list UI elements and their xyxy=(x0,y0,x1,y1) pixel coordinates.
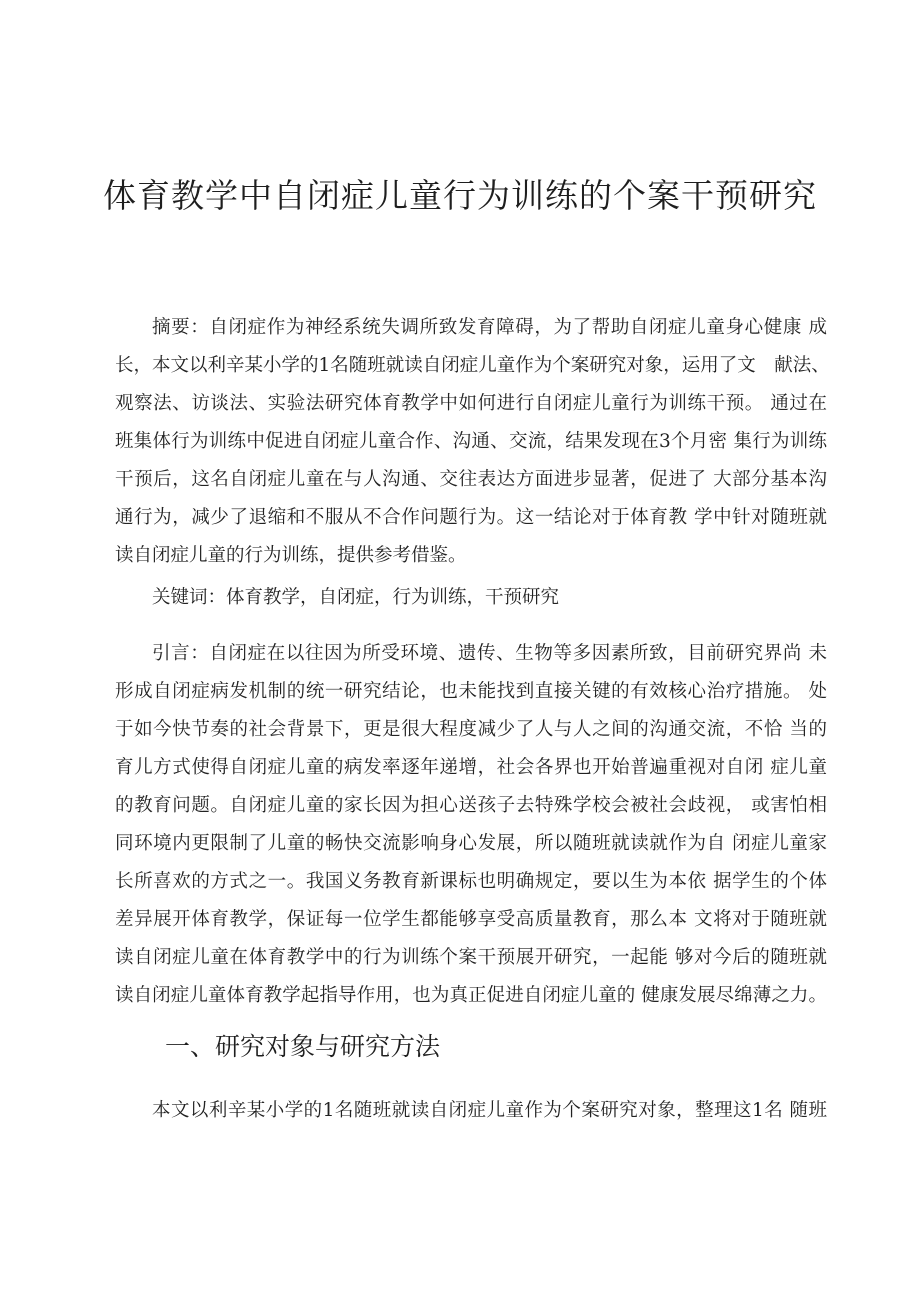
abstract-line: 摘要：自闭症作为神经系统失调所致发育障碍，为了帮助自闭症儿童身心健康 成 xyxy=(152,317,827,338)
introduction-line: 于如今快节奏的社会背景下，更是很大程度减少了人与人之间的沟通交流，不恰 当的 xyxy=(115,719,827,740)
keywords-line: 关键词：体育教学，自闭症，行为训练，干预研究 xyxy=(152,587,560,608)
abstract-line: 干预后，这名自闭症儿童在与人沟通、交往表达方面进步显著，促进了 大部分基本沟 xyxy=(115,469,827,490)
introduction-line: 读自闭症儿童在体育教学中的行为训练个案干预展开研究，一起能 够对今后的随班就 xyxy=(115,947,827,968)
introduction-line: 形成自闭症病发机制的统一研究结论，也未能找到直接关键的有效核心治疗措施。 处 xyxy=(115,681,827,702)
abstract-line: 长，本文以利辛某小学的1名随班就读自闭症儿童作为个案研究对象，运用了文 献法、 xyxy=(115,355,830,376)
section-body-line: 本文以利辛某小学的1名随班就读自闭症儿童作为个案研究对象，整理这1名 随班 xyxy=(152,1100,827,1121)
abstract-line: 通行为，减少了退缩和不服从不合作问题行为。这一结论对于体育教 学中针对随班就 xyxy=(115,507,827,528)
document-title: 体育教学中自闭症儿童行为训练的个案干预研究 xyxy=(103,176,817,215)
introduction-line: 差异展开体育教学，保证每一位学生都能够享受高质量教育，那么本 文将对于随班就 xyxy=(115,909,827,930)
abstract-line: 读自闭症儿童的行为训练，提供参考借鉴。 xyxy=(115,545,467,566)
introduction-line: 的教育问题。自闭症儿童的家长因为担心送孩子去特殊学校会被社会歧视， 或害怕相 xyxy=(115,795,827,816)
introduction-line: 同环境内更限制了儿童的畅快交流影响身心发展，所以随班就读就作为自 闭症儿童家 xyxy=(115,833,827,854)
abstract-line: 观察法、访谈法、实验法研究体育教学中如何进行自闭症儿童行为训练干预。 通过在 xyxy=(115,393,827,414)
section-heading: 一、研究对象与研究方法 xyxy=(165,1032,441,1061)
introduction-paragraph xyxy=(115,635,827,1015)
introduction-line: 育儿方式使得自闭症儿童的病发率逐年递增，社会各界也开始普遍重视对自闭 症儿童 xyxy=(115,757,827,778)
keywords-paragraph xyxy=(115,579,827,617)
abstract-line: 班集体行为训练中促进自闭症儿童合作、沟通、交流，结果发现在3个月密 集行为训练 xyxy=(115,431,827,452)
introduction-line: 引言：自闭症在以往因为所受环境、遗传、生物等多因素所致，目前研究界尚 未 xyxy=(152,643,827,664)
introduction-line: 读自闭症儿童体育教学起指导作用，也为真正促进自闭症儿童的 健康发展尽绵薄之力。 xyxy=(115,985,827,1006)
introduction-line: 长所喜欢的方式之一。我国义务教育新课标也明确规定，要以生为本依 据学生的个体 xyxy=(115,871,827,892)
abstract-paragraph xyxy=(115,309,830,575)
section-body-paragraph xyxy=(115,1092,827,1130)
